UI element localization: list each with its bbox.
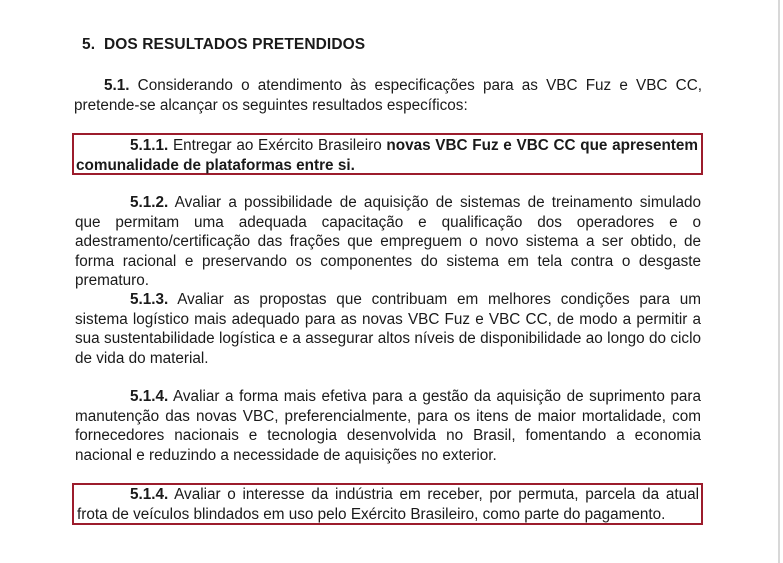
paragraph-5-1-3 xyxy=(75,290,701,368)
paragraph-text: Avaliar a possibilidade de aquisição de sistemas de treinamento simulado que permitam uma adequada capacitação e qualificação dos operadores e o adestramento/certificação das frações que empreguem o novo sistema a ser obtido, de forma racional e preservando os componentes do sistema em tela contra o desgaste prematuro. xyxy=(75,194,701,289)
section-title-text: DOS RESULTADOS PRETENDIDOS xyxy=(103,36,366,53)
paragraph-number: 5.1.3. xyxy=(130,291,169,308)
paragraph-5-1-2 xyxy=(75,193,701,291)
paragraph-number: 5.1.1. xyxy=(130,137,169,154)
section-heading xyxy=(82,36,365,54)
paragraph-text: Considerando o atendimento às especificações para as VBC Fuz e VBC CC, pretende-se alcançar os seguintes resultados específicos: xyxy=(74,77,702,114)
paragraph-number: 5.1.2. xyxy=(130,194,169,211)
paragraph-5-1-4-supply xyxy=(75,387,701,465)
paragraph-number: 5.1.4. xyxy=(130,388,169,405)
paragraph-5-1 xyxy=(74,76,702,115)
paragraph-text: Avaliar a forma mais efetiva para a gestão da aquisição de suprimento para manutenção das novas VBC, preferencialmente, para os itens de maior mortalidade, com fornecedores nacionais e tecnologia desenvolvida no Brasil, fomentando a economia nacional e reduzindo a necessidade de aquisições no exterior. xyxy=(75,388,701,464)
paragraph-text-bold: novas VBC Fuz e VBC CC que apresentem comunalidade de plataformas entre si. xyxy=(76,137,699,174)
paragraph-5-1-4-exchange xyxy=(77,485,699,524)
paragraph-number: 5.1. xyxy=(104,77,130,94)
paragraph-number: 5.1.4. xyxy=(130,486,169,503)
paragraph-text-plain: Entregar ao Exército Brasileiro xyxy=(168,137,387,154)
section-number: 5. xyxy=(82,36,96,53)
paragraph-5-1-1 xyxy=(76,136,698,175)
page-edge-shadow xyxy=(778,0,780,563)
paragraph-text: Avaliar o interesse da indústria em receber, por permuta, parcela da atual frota de veículos blindados em uso pelo Exército Brasileiro, como parte do pagamento. xyxy=(77,486,699,523)
paragraph-text: Avaliar as propostas que contribuam em melhores condições para um sistema logístico mais adequado para as novas VBC Fuz e VBC CC, de modo a permitir a sua sustentabilidade logística e a assegurar altos níveis de disponibilidade ao longo do ciclo de vida do material. xyxy=(75,291,701,367)
